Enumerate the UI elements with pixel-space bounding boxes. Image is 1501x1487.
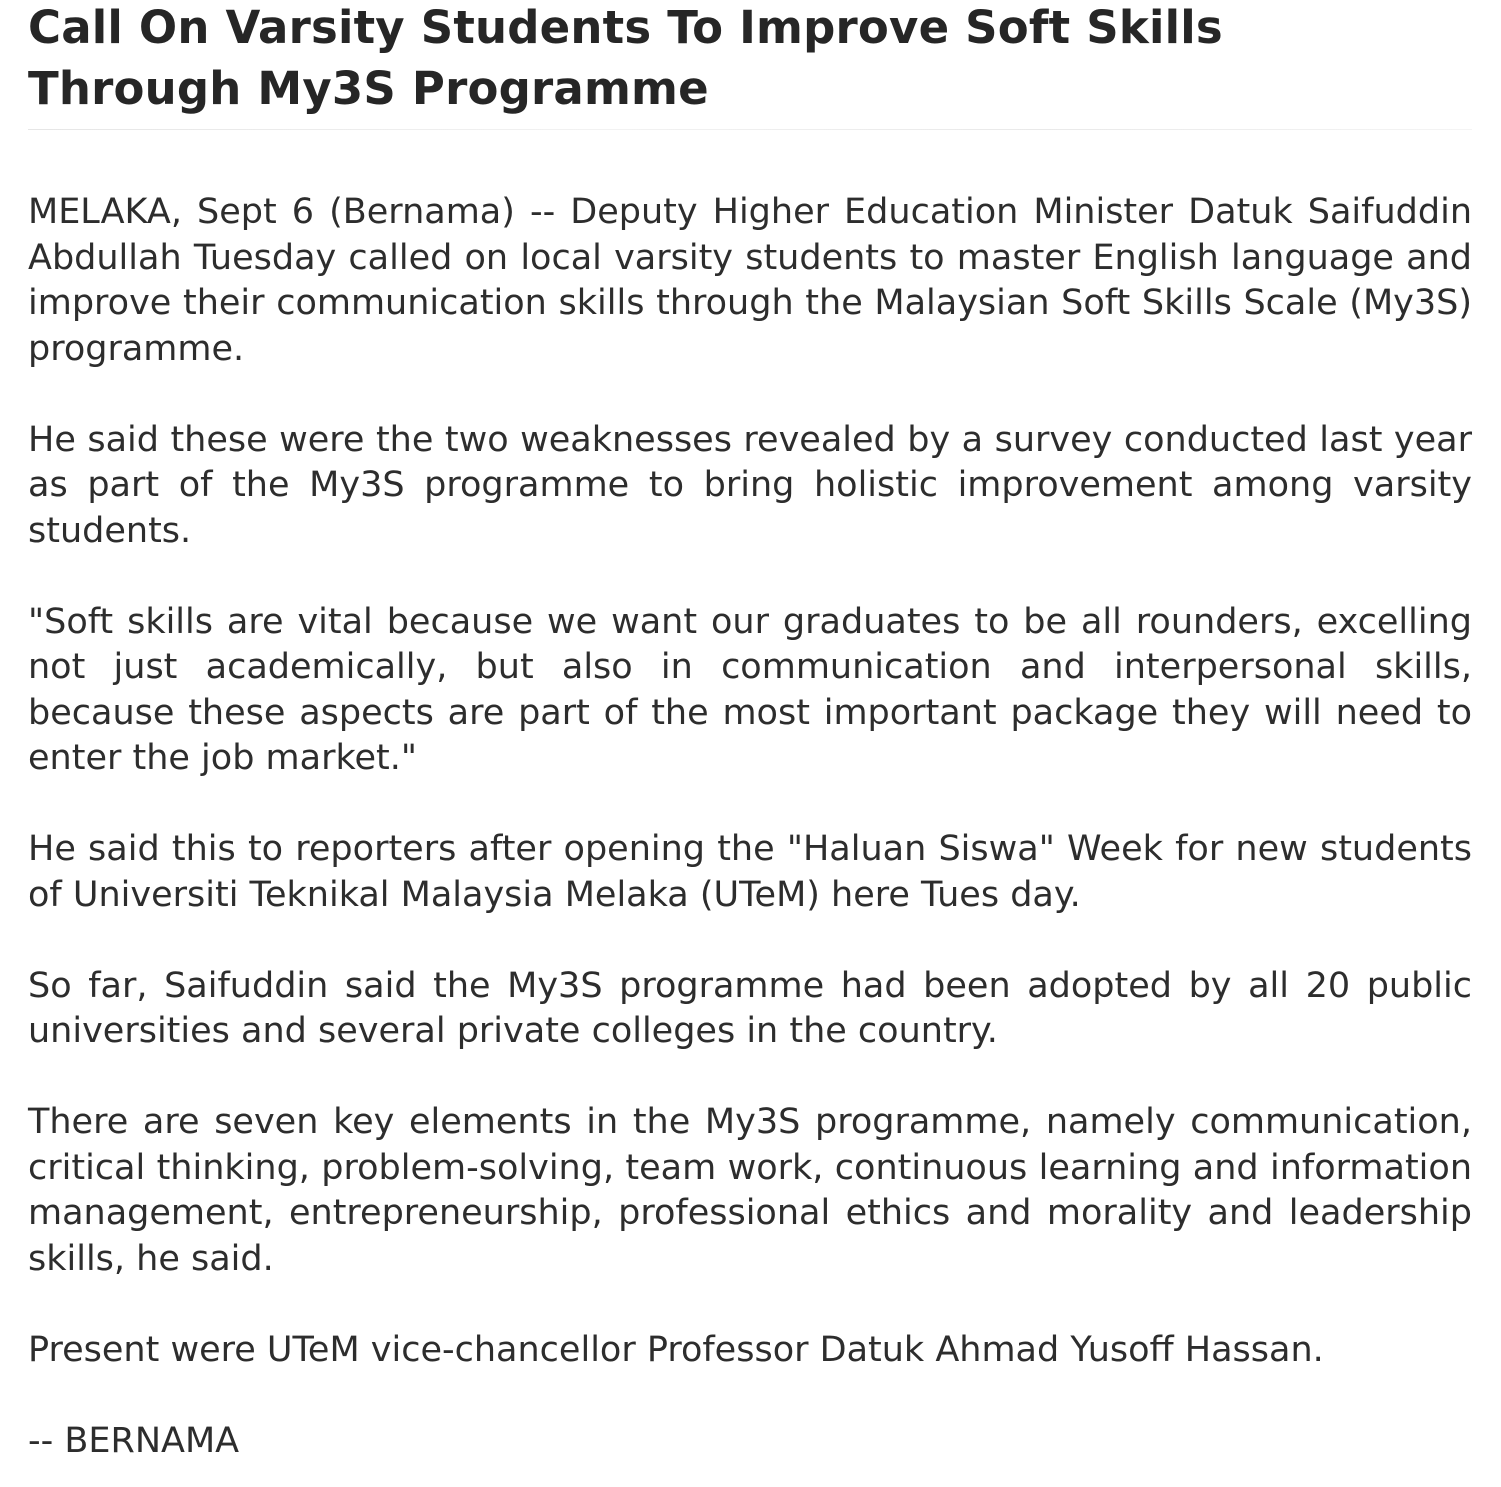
headline-line-1: Call On Varsity Students To Improve Soft Skills [28,1,1223,54]
headline-line-2: Through My3S Programme [28,62,709,115]
paragraph-4: He said this to reporters after opening the "Haluan Siswa" Week for new students of Universiti Teknikal Malaysia Melaka (UTeM) here Tues day. [28,829,1472,915]
article-headline [28,0,1472,119]
article-body [28,190,1472,1464]
paragraph-5: So far, Saifuddin said the My3S programme had been adopted by all 20 public universities and several private colleges in the country. [28,965,1472,1051]
paragraph-6: There are seven key elements in the My3S programme, namely communication, critical thinking, problem-solving, team work, continuous learning and information management, entrepreneurship, professional ethics and morality and leadership skills, he said. [28,1102,1472,1279]
headline-divider [28,129,1472,130]
paragraph-1: MELAKA, Sept 6 (Bernama) -- Deputy Higher Education Minister Datuk Saifuddin Abdullah Tuesday called on local varsity students to master English language and improve their communication skills through the Malaysian Soft Skills Scale (My3S) programme. [28,192,1472,369]
news-article [28,0,1472,1461]
paragraph-3: "Soft skills are vital because we want our graduates to be all rounders, excelling not just academically, but also in communication and interpersonal skills, because these aspects are part of the most important package they will need to enter the job market." [28,601,1472,778]
article-signoff: -- BERNAMA [28,1420,240,1461]
paragraph-2: He said these were the two weaknesses revealed by a survey conducted last year as part of the My3S programme to bring holistic improvement among varsity students. [28,419,1472,551]
paragraph-7: Present were UTeM vice-chancellor Professor Datuk Ahmad Yusoff Hassan. [28,1329,1324,1370]
